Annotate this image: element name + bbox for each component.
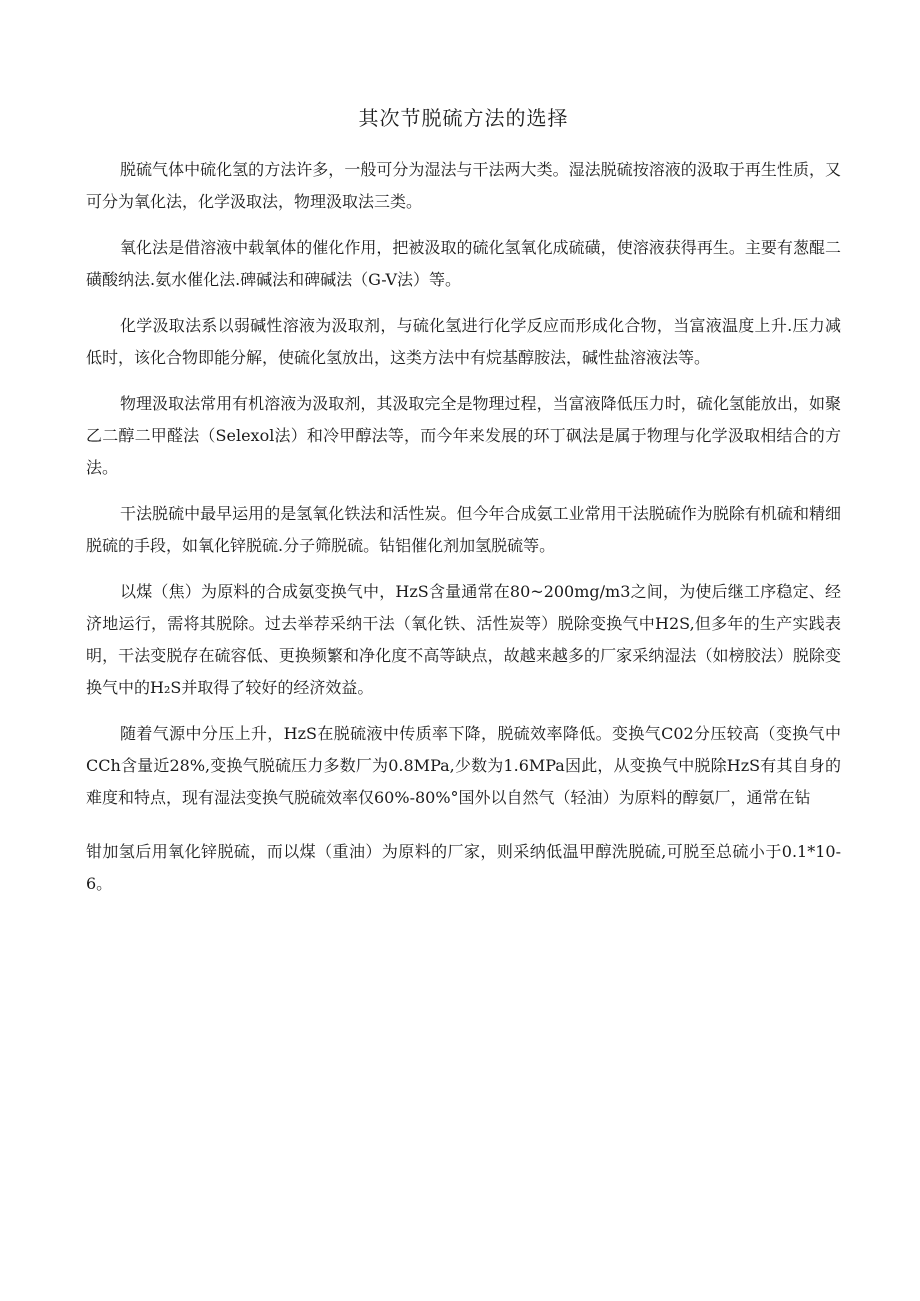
- page-title: 其次节脱硫方法的选择: [358, 106, 569, 130]
- paragraph-continuation: 钳加氢后用氧化锌脱硫，而以煤（重油）为原料的厂家，则采纳低温甲醇洗脱硫,可脱至总硫小于0.1*10-6。: [86, 842, 841, 893]
- document-page: [86, 104, 841, 914]
- paragraph-physical-absorption: 物理汲取法常用有机溶液为汲取剂，其汲取完全是物理过程，当富液降低压力时，硫化氢能放出，如聚乙二醇二甲醛法（Selexol法）和冷甲醇法等，而今年来发展的环丁砜法是属于物理与化学汲取相结合的方法。: [86, 394, 841, 477]
- paragraph-partial-pressure: 随着气源中分压上升，HzS在脱硫液中传质率下降，脱硫效率降低。变换气C02分压较高（变换气中CCh含量近28%,变换气脱硫压力多数厂为0.8MPa,少数为1.6MPa因此，从变换气中脱除HzS有其自身的难度和特点，现有湿法变换气脱硫效率仅60%-80%°国外以自然气（轻油）为原料的醇氨厂，通常在钻: [86, 724, 841, 807]
- paragraph-chemical-absorption: 化学汲取法系以弱碱性溶液为汲取剂，与硫化氢进行化学反应而形成化合物，当富液温度上升.压力减低时，该化合物即能分解，使硫化氢放出，这类方法中有烷基醇胺法，碱性盐溶液法等。: [86, 316, 841, 367]
- paragraph-oxidation: 氧化法是借溶液中载氧体的催化作用，把被汲取的硫化氢氧化成硫磺，使溶液获得再生。主要有葱醌二磺酸纳法.氨水催化法.碑碱法和碑碱法（G-V法）等。: [86, 238, 841, 289]
- paragraph-coal-feedstock: 以煤（焦）为原料的合成氨变换气中，HzS含量通常在80~200mg∕m3之间，为使后继工序稳定、经济地运行，需将其脱除。过去举荐采纳干法（氧化铁、活性炭等）脱除变换气中H2S,但多年的生产实践表明，干法变脱存在硫容低、更换频繁和净化度不高等缺点，故越来越多的厂家采纳湿法（如榜胶法）脱除变换气中的H₂S并取得了较好的经济效益。: [86, 582, 841, 697]
- paragraph-dry-method: 干法脱硫中最早运用的是氢氧化铁法和活性炭。但今年合成氨工业常用干法脱硫作为脱除有机硫和精细脱硫的手段，如氧化锌脱硫.分子筛脱硫。钻铝催化剂加氢脱硫等。: [86, 504, 841, 555]
- paragraph-intro: 脱硫气体中硫化氢的方法许多，一般可分为湿法与干法两大类。湿法脱硫按溶液的汲取于再生性质，又可分为氧化法，化学汲取法，物理汲取法三类。: [86, 160, 841, 211]
